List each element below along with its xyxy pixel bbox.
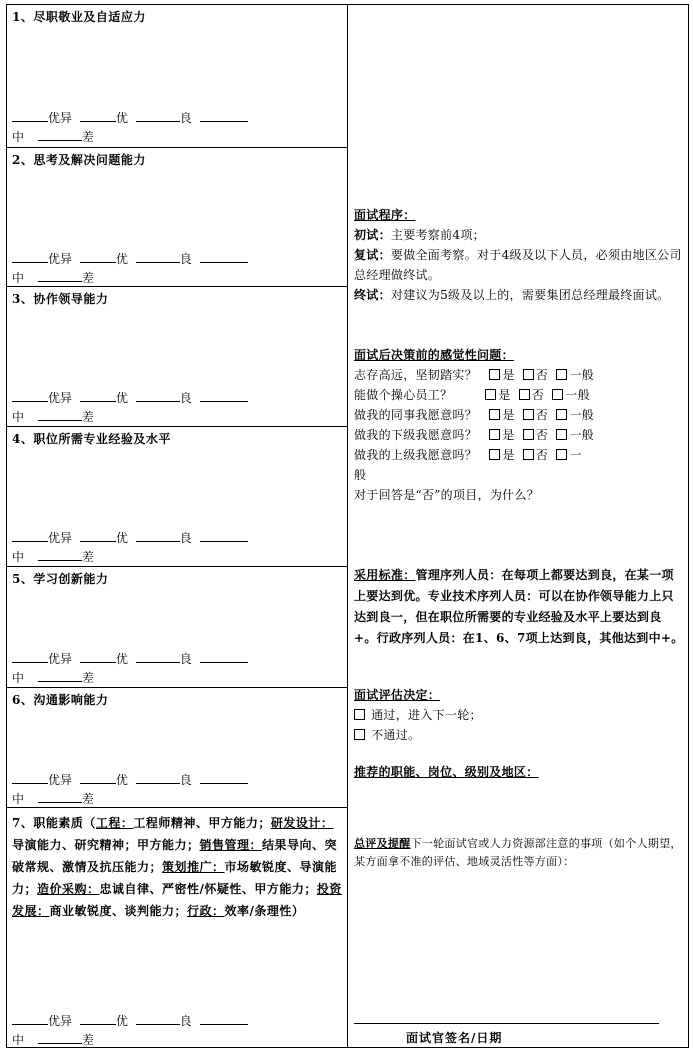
rating-row-7: 优异 优 良 — [12, 1013, 248, 1028]
rating-row-2: 优异 优 良 — [12, 251, 248, 266]
rating-row-2b: 中 差 — [12, 271, 94, 285]
rating-row-3b: 中 差 — [12, 410, 94, 424]
questions-title: 面试后决策前的感觉性问题： — [354, 348, 514, 362]
rating-row-6b: 中 差 — [12, 792, 94, 806]
rating-row-1b: 中 差 — [12, 130, 94, 144]
checkbox-yes[interactable] — [489, 449, 500, 460]
checkbox-fail[interactable] — [354, 729, 365, 740]
checkbox-no[interactable] — [523, 409, 534, 420]
section-1-title: 1、尽职敬业及自适应力 — [12, 10, 146, 24]
section-5-title: 5、学习创新能力 — [12, 572, 109, 586]
section-4-title: 4、职位所需专业经验及水平 — [12, 432, 171, 446]
evaluation-title: 面试评估决定： — [354, 688, 441, 702]
question-4: 做我的下级我愿意吗？ 是 否 一般 — [354, 428, 595, 442]
evaluation-block: 面试评估决定： 通过，进入下一轮； 不通过。 — [354, 685, 684, 745]
rating-row-1: 优异 优 良 — [12, 110, 248, 125]
checkbox-yes[interactable] — [489, 409, 500, 420]
section-7 — [7, 808, 347, 1049]
interview-form — [6, 4, 689, 1048]
checkbox-neutral[interactable] — [556, 409, 567, 420]
checkbox-no[interactable] — [519, 389, 530, 400]
question-5: 做我的上级我愿意吗？ 是 否 一 — [354, 448, 582, 462]
rating-row-5: 优异 优 良 — [12, 651, 248, 666]
section-5 — [7, 567, 347, 688]
section-4 — [7, 427, 347, 567]
signature-label: 面试官签名/日期 — [406, 1031, 503, 1045]
recommendation-block — [354, 762, 684, 782]
right-panel — [348, 5, 690, 1047]
section-6-title: 6、沟通影响能力 — [12, 693, 109, 707]
notes-block: 总评及提醒下一轮面试官或人力资源部注意的事项（如个人期望，某方面拿不准的评估、地域灵活性等方面）： — [354, 837, 682, 868]
standard-block: 采用标准：管理序列人员：在每项上都要达到良，在某一项上要达到优。专业技术序列人员：可以在协作领导能力上只达到良一，但在职位所需要的专业经验及水平上要达到良+。行政序列人员：在1、6、7项上达到良，其他达到中+。 — [354, 568, 684, 645]
question-why: 对于回答是“否”的项目，为什么？ — [354, 488, 540, 502]
checkbox-no[interactable] — [523, 449, 534, 460]
rating-row-7b: 中 差 — [12, 1033, 94, 1047]
section-3 — [7, 287, 347, 427]
question-3: 做我的同事我愿意吗？ 是 否 一般 — [354, 408, 595, 422]
checkbox-neutral[interactable] — [552, 389, 563, 400]
question-2: 能做个操心员工？ 是 否 一般 — [354, 388, 591, 402]
section-7-body: 7、职能素质（工程：工程师精神、甲方能力；研发设计：导演能力、研究精神；甲方能力；销售管理：结果导向、突破常规、激情及抗压能力；策划推广：市场敏锐度、导演能力；造价采购：忠诚自律、严密性/怀疑性、甲方能力；投资发展：商业敏锐度、谈判能力；行政：效率/条理性） — [12, 816, 342, 918]
section-2-title: 2、思考及解决问题能力 — [12, 153, 146, 167]
checkbox-yes[interactable] — [489, 369, 500, 380]
section-2 — [7, 148, 347, 287]
section-1 — [7, 5, 347, 148]
rating-row-5b: 中 差 — [12, 671, 94, 685]
rating-row-6: 优异 优 良 — [12, 772, 248, 787]
recommendation-title: 推荐的职能、岗位、级别及地区： — [354, 765, 539, 779]
checkbox-no[interactable] — [523, 369, 534, 380]
checkbox-neutral[interactable] — [556, 429, 567, 440]
checkbox-neutral[interactable] — [556, 449, 567, 460]
procedure-title: 面试程序： — [354, 208, 416, 222]
checkbox-yes[interactable] — [485, 389, 496, 400]
checkbox-yes[interactable] — [489, 429, 500, 440]
checkbox-neutral[interactable] — [556, 369, 567, 380]
section-6 — [7, 688, 347, 808]
rating-row-3: 优异 优 良 — [12, 390, 248, 405]
signature-line[interactable] — [354, 1023, 659, 1024]
rating-row-4b: 中 差 — [12, 550, 94, 564]
procedure-block: 面试程序： 初试：主要考察前4项； 复试：要做全面考察。对于4级及以下人员，必须由地区公司总经理做终试。 终试：对建议为5级及以上的，需要集团总经理最终面试。 — [354, 205, 684, 305]
rating-row-4: 优异 优 良 — [12, 530, 248, 545]
checkbox-pass[interactable] — [354, 709, 365, 720]
questions-block: 面试后决策前的感觉性问题： 志存高远，坚韧踏实？ 是 否 一般 能做个操心员工？ 是 否 一般 做我的同事我愿意吗？ 是 否 一般 做我的下级我愿意吗？ 是 否 一般 做我的上级我愿意吗？ 是 否 一 般 对于回答是“否”的项目，为什么？ — [354, 345, 684, 505]
checkbox-no[interactable] — [523, 429, 534, 440]
question-1: 志存高远，坚韧踏实？ 是 否 一般 — [354, 368, 595, 382]
section-3-title: 3、协作领导能力 — [12, 292, 109, 306]
